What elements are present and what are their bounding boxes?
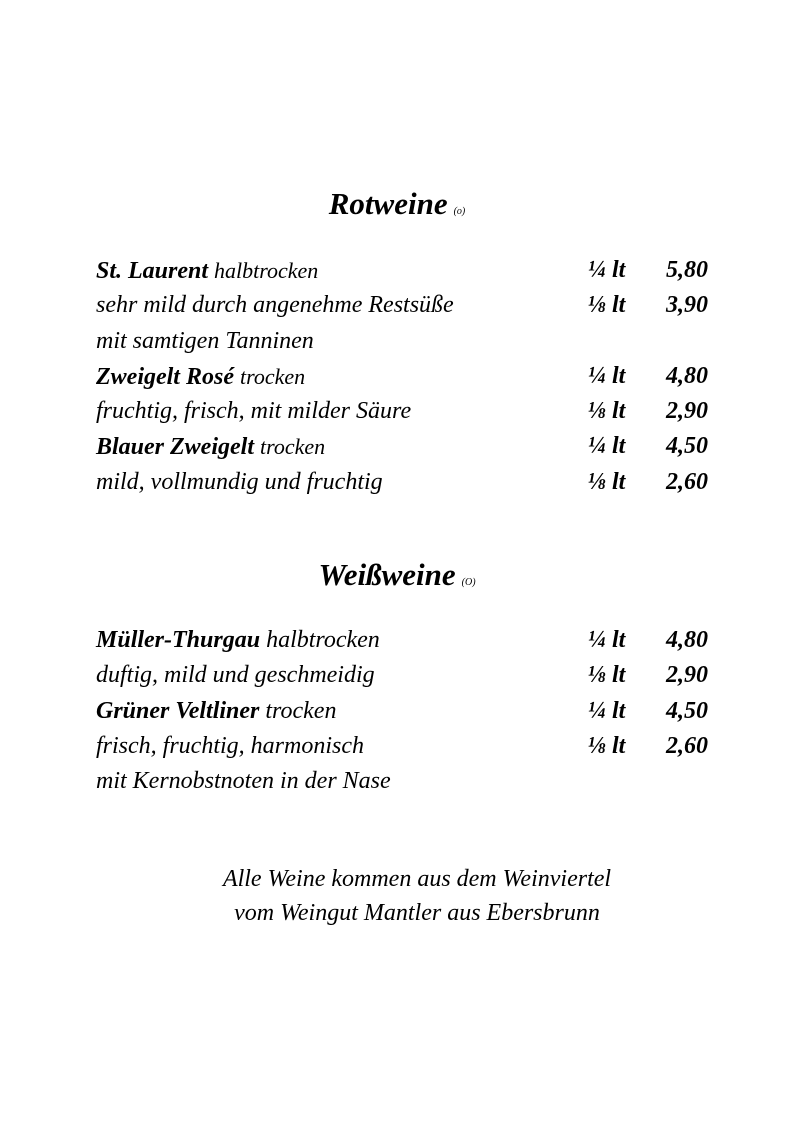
wine-style: trocken — [239, 363, 306, 389]
footer-line: vom Weingut Mantler aus Ebersbrunn — [234, 900, 600, 926]
wine-quantity: ¼ lt — [588, 257, 626, 283]
wine-price: 2,60 — [666, 468, 708, 495]
white-wine-heading — [0, 557, 794, 601]
wine-price: 2,90 — [666, 662, 708, 689]
wine-price: 3,90 — [666, 292, 708, 319]
white-wine-note: (O) — [461, 577, 476, 588]
wine-price: 2,90 — [666, 398, 708, 424]
wine-line — [96, 729, 716, 764]
red-wine-title: Rotweine — [328, 186, 448, 221]
wine-quantity: ⅛ lt — [588, 662, 626, 689]
white-wine-list — [96, 623, 716, 799]
wine-style: trocken — [265, 697, 337, 724]
wine-price: 5,80 — [666, 257, 708, 283]
wine-quantity: ¼ lt — [588, 433, 626, 460]
wine-line — [96, 764, 716, 799]
wine-line — [96, 658, 716, 693]
wine-line — [96, 694, 716, 729]
wine-price: 4,50 — [666, 697, 708, 724]
footer-note — [20, 862, 794, 930]
wine-price: 4,80 — [666, 362, 708, 389]
wine-line — [96, 288, 716, 323]
red-wine-list — [96, 253, 716, 500]
wine-style: halbtrocken — [214, 258, 319, 283]
wine-line — [96, 429, 716, 464]
wine-description: fruchtig, frisch, mit milder Säure — [96, 398, 412, 424]
wine-quantity: ¼ lt — [588, 697, 626, 724]
wine-style: halbtrocken — [266, 627, 380, 653]
wine-name: Grüner Veltliner — [96, 697, 260, 724]
red-wine-heading — [0, 186, 794, 230]
wine-name: St. Laurent — [96, 258, 209, 284]
wine-line — [96, 324, 716, 359]
wine-line — [96, 359, 716, 394]
red-wine-note: (o) — [453, 206, 466, 217]
wine-quantity: ⅛ lt — [588, 732, 626, 759]
white-wine-title: Weißweine — [318, 557, 456, 592]
wine-line — [96, 394, 716, 429]
wine-quantity: ⅛ lt — [588, 292, 626, 319]
wine-description: mit samtigen Tanninen — [96, 327, 314, 354]
wine-style: trocken — [260, 434, 326, 460]
wine-price: 4,50 — [666, 433, 708, 460]
wine-description: mild, vollmundig und fruchtig — [96, 468, 383, 495]
wine-line — [96, 623, 716, 658]
wine-line — [96, 253, 716, 288]
wine-description: frisch, fruchtig, harmonisch — [96, 732, 364, 759]
wine-quantity: ¼ lt — [588, 627, 626, 653]
wine-quantity: ¼ lt — [588, 362, 626, 389]
wine-description: sehr mild durch angenehme Restsüße — [96, 292, 454, 319]
wine-price: 2,60 — [666, 732, 708, 759]
wine-line — [96, 465, 716, 500]
wine-quantity: ⅛ lt — [588, 398, 626, 424]
wine-price: 4,80 — [666, 627, 708, 653]
wine-name: Zweigelt Rosé — [96, 363, 234, 390]
footer-line: Alle Weine kommen aus dem Weinviertel — [222, 866, 612, 892]
wine-quantity: ⅛ lt — [588, 468, 626, 495]
wine-description: mit Kernobstnoten in der Nase — [96, 768, 391, 794]
wine-name: Müller-Thurgau — [96, 627, 261, 653]
wine-name: Blauer Zweigelt — [96, 434, 254, 461]
wine-description: duftig, mild und geschmeidig — [96, 662, 375, 689]
